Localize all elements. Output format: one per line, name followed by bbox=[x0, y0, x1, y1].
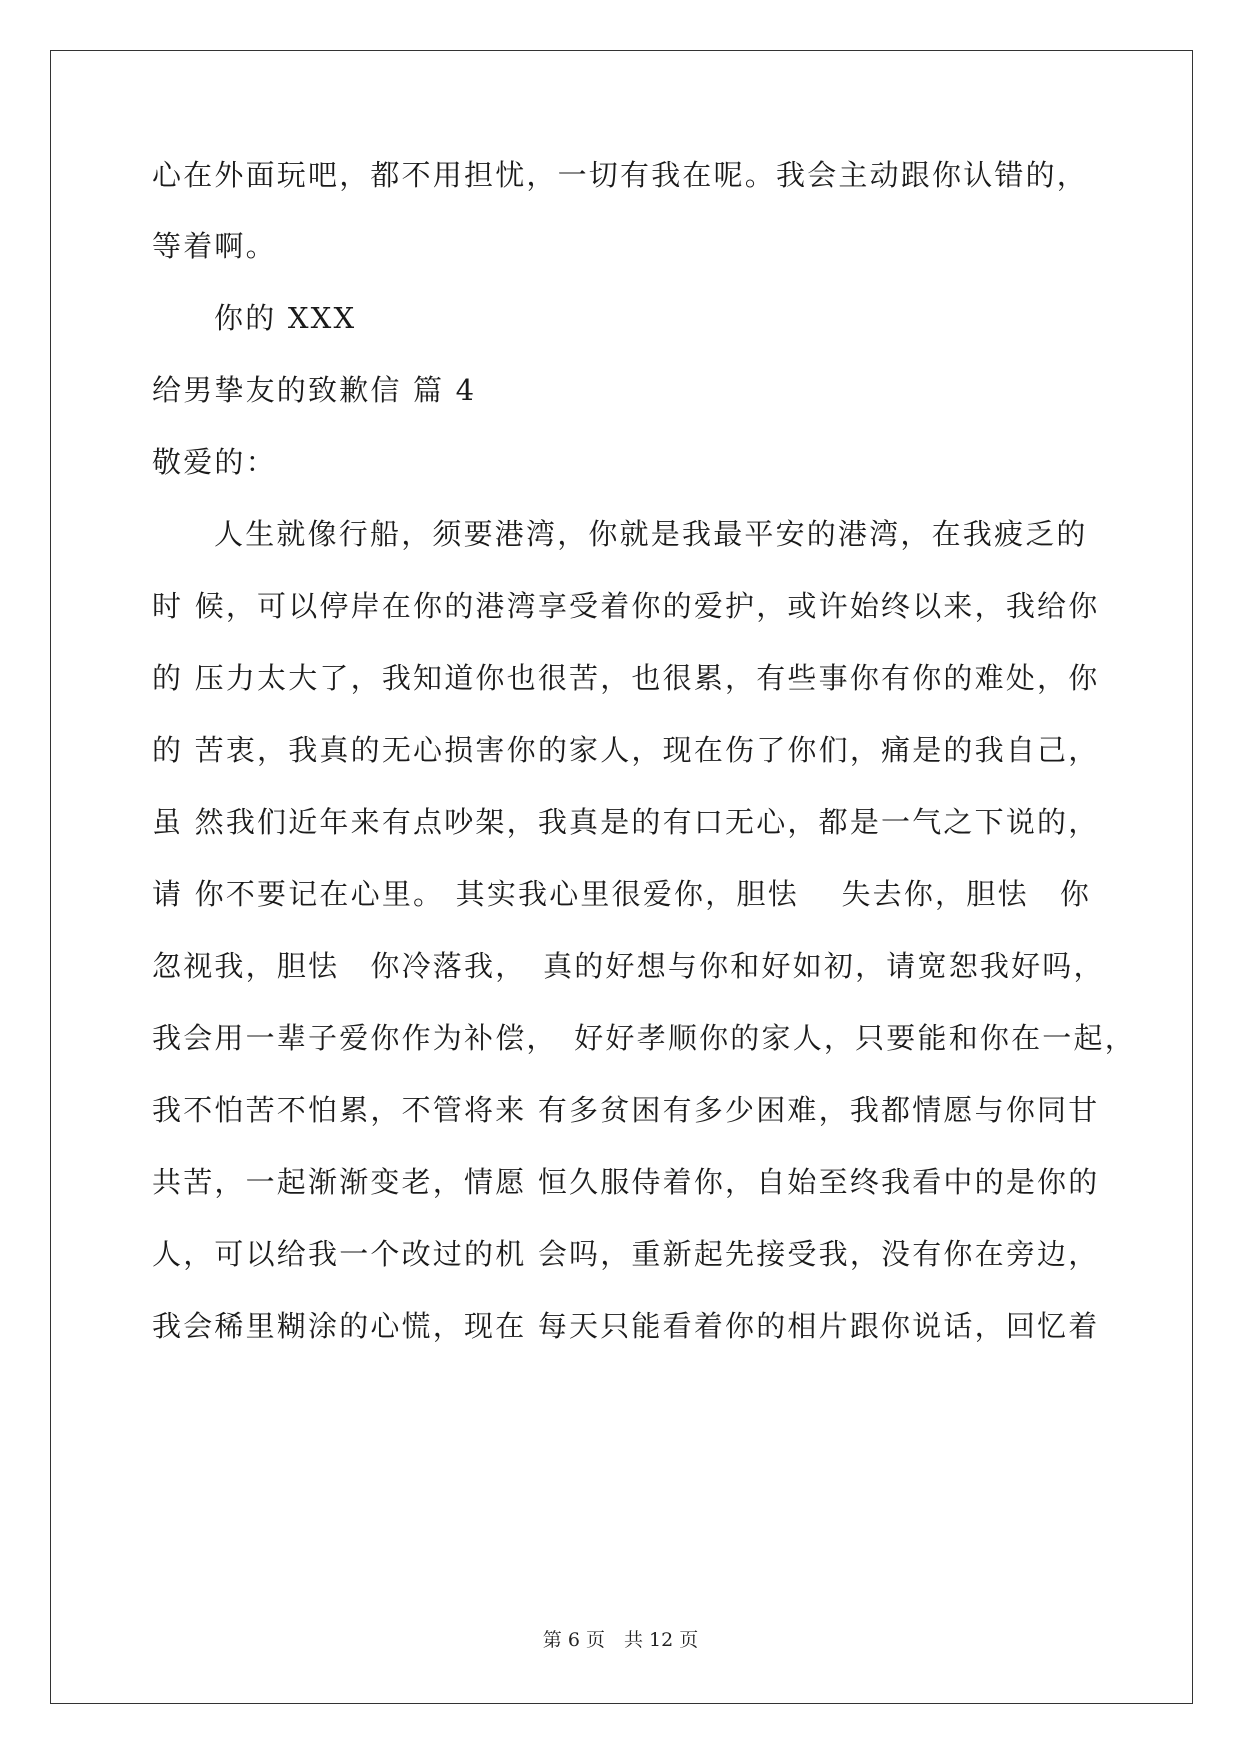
text-line: 人，可以给我一个改过的机 会吗，重新起先接受我，没有你在旁边， bbox=[152, 1237, 1100, 1271]
text-line: 时 候，可以停岸在你的港湾享受着你的爱护，或许始终以来，我给你 bbox=[152, 589, 1100, 623]
page-number-footer: 第 6 页 共 12 页 bbox=[542, 1629, 699, 1651]
text-line: 共苦，一起渐渐变老，情愿 恒久服侍着你，自始至终我看中的是你的 bbox=[152, 1165, 1100, 1199]
text-line: 请 你不要记在心里。 其实我心里很爱你，胆怯 失去你，胆怯 你 bbox=[152, 877, 1092, 911]
text-line: 忽视我，胆怯 你冷落我， 真的好想与你和好如初，请宽恕我好吗， bbox=[152, 949, 1105, 983]
text-line: 的 压力太大了，我知道你也很苦，也很累，有些事你有你的难处，你 bbox=[152, 661, 1100, 695]
text-line: 我会稀里糊涂的心慌，现在 每天只能看着你的相片跟你说话，回忆着 bbox=[152, 1309, 1100, 1343]
salutation: 敬爱的： bbox=[152, 445, 277, 479]
signature-line: 你的 XXX bbox=[214, 301, 357, 335]
text-line: 虽 然我们近年来有点吵架，我真是的有口无心，都是一气之下说的， bbox=[152, 805, 1100, 839]
text-line: 心在外面玩吧，都不用担忧，一切有我在呢。我会主动跟你认错的， bbox=[152, 158, 1089, 192]
text-line: 人生就像行船，须要港湾，你就是我最平安的港湾，在我疲乏的 bbox=[214, 517, 1088, 551]
section-heading: 给男挚友的致歉信 篇 4 bbox=[152, 373, 477, 407]
text-line: 等着啊。 bbox=[152, 229, 277, 263]
text-line: 的 苦衷，我真的无心损害你的家人，现在伤了你们，痛是的我自己， bbox=[152, 733, 1100, 767]
text-line: 我会用一辈子爱你作为补偿， 好好孝顺你的家人，只要能和你在一起， bbox=[152, 1021, 1136, 1055]
text-line: 我不怕苦不怕累，不管将来 有多贫困有多少困难，我都情愿与你同甘 bbox=[152, 1093, 1100, 1127]
